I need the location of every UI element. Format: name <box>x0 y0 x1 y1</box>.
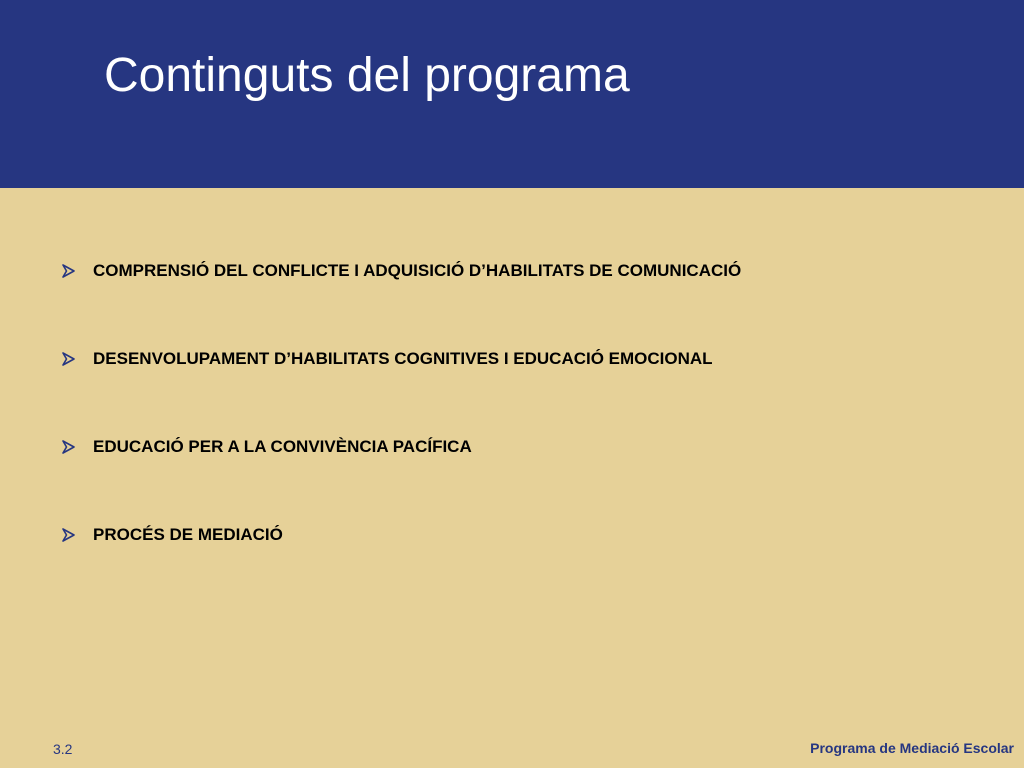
bullet-text: DESENVOLUPAMENT D’HABILITATS COGNITIVES I EDUCACIÓ EMOCIONAL <box>93 349 713 368</box>
arrow-bullet-icon <box>62 440 76 454</box>
slide-title: Continguts del programa <box>104 49 630 102</box>
bullet-text: COMPRENSIÓ DEL CONFLICTE I ADQUISICIÓ D’HABILITATS DE COMUNICACIÓ <box>93 261 742 280</box>
arrow-bullet-icon <box>62 528 76 542</box>
arrow-bullet-icon <box>62 264 76 278</box>
bullet-text: PROCÉS DE MEDIACIÓ <box>93 525 283 544</box>
bullet-item-communication <box>62 256 741 286</box>
bullet-item-cognitive-emotional <box>62 344 741 374</box>
arrow-bullet-icon <box>62 352 76 366</box>
title-banner <box>0 0 1024 188</box>
content-bullet-list <box>62 256 741 608</box>
footer-program-name: Programa de Mediació Escolar <box>810 740 1014 756</box>
slide-number: 3.2 <box>53 741 73 757</box>
bullet-item-peaceful-coexistence <box>62 432 741 462</box>
bullet-text: EDUCACIÓ PER A LA CONVIVÈNCIA PACÍFICA <box>93 437 472 456</box>
bullet-item-mediation-process <box>62 520 741 550</box>
